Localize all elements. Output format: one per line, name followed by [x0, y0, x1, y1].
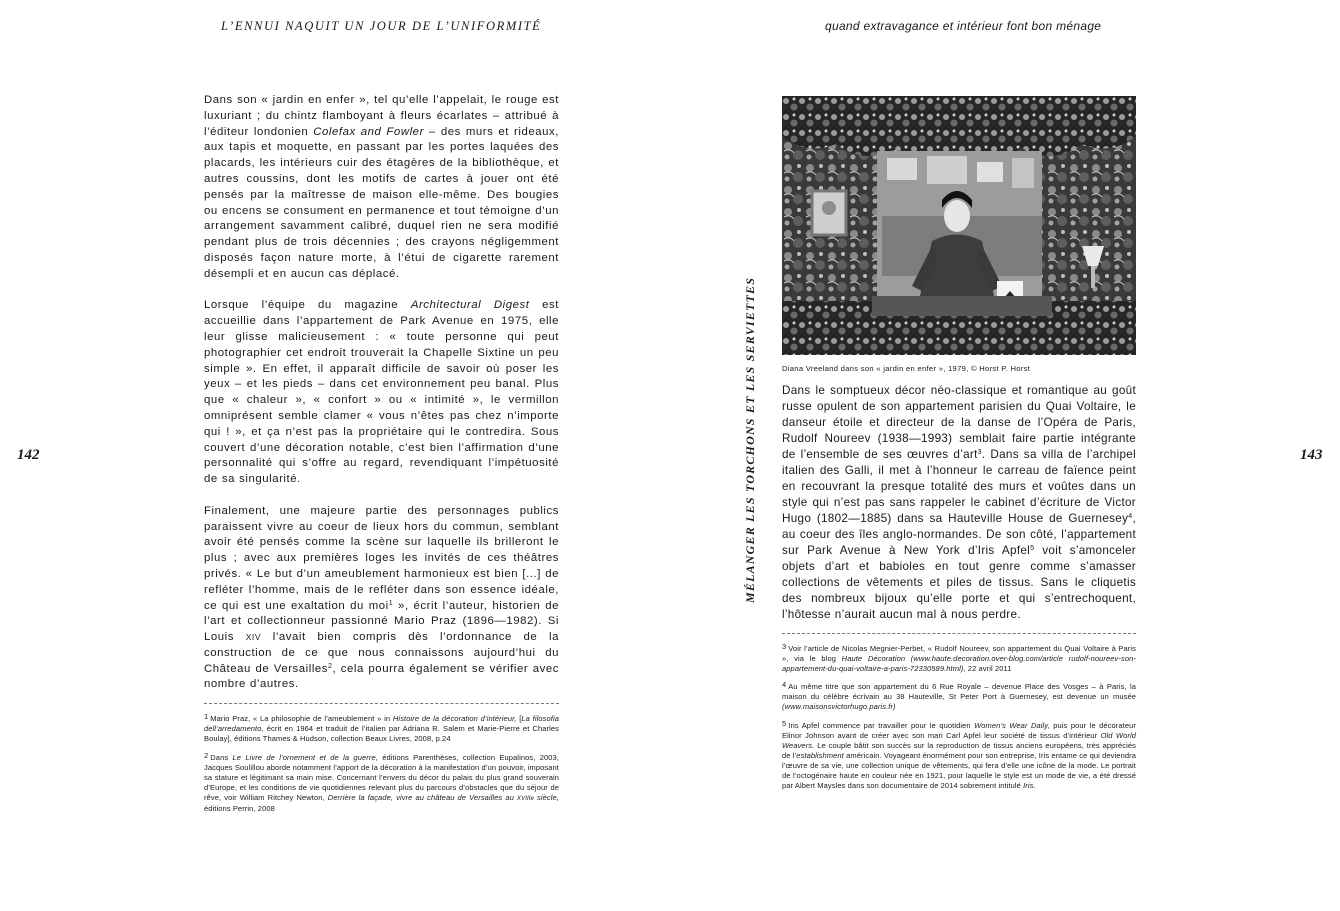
- right-paragraph-1: Dans le somptueux décor néo-classique et romantique au goût russe opulent de son appartement parisien du Quai Voltaire, le danseur étoile et directeur de la danse de l’Opéra de Paris, Rudolf Noureev (1938—1993) semblait faire partie intégrante de l’ensemble de ses œuvres d’art$^3$. Dans sa villa de l’archipel italien des Galli, il met à l’honneur le carreau de faïence peint en recouvrant la presque totalité des murs et voûtes dans un style qui n’est pas sans rappeler le cabinet d’écriture de Victor Hugo (1802—1885) dans sa Hauteville House de Guernesey$^4$, au coeur des îles anglo-normandes. De son côté, l’appartement sur Park Avenue à New York d’Iris Apfel$^5$ voit s’amonceler objets d’art et babioles en tout genre comme s’amasser collections de vêtements et piles de tissus. Sans le cliquetis des nombreux bijoux qu’elle porte et qui s’entrechoquent, l’hôtesse n’aurait aucun mal à nous perdre.: [782, 384, 1136, 621]
- chapter-side-title: MÉLANGER LES TORCHONS ET LES SERVIETTES: [743, 276, 757, 603]
- footnote-3: 3 Voir l’article de Nicolas Megnier-Perbet, « Rudolf Noureev, son appartement du Quai Voltaire à Paris », via le blog Haute Décoration (www.haute.decoration.over-blog.com/article rudolf-noureev-son-appartement-du-quai-voltaire-a-paris-72330589.html), 22 avril 2011: [782, 642, 1136, 674]
- left-page-column: [204, 93, 559, 814]
- running-head-left: L’ENNUI NAQUIT UN JOUR DE L’UNIFORMITÉ: [221, 19, 542, 33]
- footnote-1: 1 Mario Praz, « La philosophie de l’ameublement » in Histoire de la décoration d’intérieur, [La filosofia dell’arredamento, écrit en 1964 et traduit de l’italien par Adriana R. Salem et Marie-Pierre et Charles Boulay], éditions Thames & Hudson, collection Beaux Livres, 2008, p.24: [204, 712, 559, 744]
- left-paragraph-2: Lorsque l’équipe du magazine Architectural Digest est accueillie dans l’appartement de Park Avenue en 1975, elle leur glisse malicieusement : « toute personne qui peut photographier cet endroit trouverait la Chapelle Sixtine un peu simple ». En effet, il apparaît difficile de savoir où poser les yeux – et les pieds – dans cet environnement peu banal. Plus que « chaleur », « confort » ou « intimité », le vermillon omniprésent semble clamer « vous n’êtes pas chez n’importe qui ! », et ça n’est pas la propriétaire qui le contredira. Sous couvert d’une décoration notable, c’est bien l’affirmation d’une personnalité qui s’offre au regard, revendiquant l’impétuosité de sa singularité.: [204, 299, 559, 486]
- footnote-2: 2 Dans Le Livre de l’ornement et de la guerre, éditions Parenthèses, collection Eupalinos, 2003, Jacques Soulillou aborde notamment l’apport de la décoration à la manifestation d’un pouvoir, imposant sa stature et légitimant sa main mise. Concernant l’envers du décor du palais du plus grand souverain d’Europe, et les conditions de vie quotidiennes relevant plus du parcours d’obstacles que du séjour de rêve, voir William Ritchey Newton, Derrière la façade, vivre au château de Versailles au XVIIIe siècle, éditions Perrin, 2008: [204, 750, 559, 814]
- photo-illustration: [782, 96, 1136, 355]
- left-paragraph-3: Finalement, une majeure partie des personnages publics paraissent vivre au coeur de lieux hors du commun, semblant avoir été pensés comme la scène sur laquelle ils brilleront le plus ; avec aux premières loges les invités de ces théâtres privés. « Le but d’un ameublement harmonieux est bien [...] de refléter l’homme, mais de le refléter dans son essence idéale, ce qui est une exaltation du moi$^1$ », écrit l’auteur, historien de l’art et collectionneur passionné Mario Praz (1896—1982). Si Louis XIV l’avait bien compris dès l’ordonnance de la construction de ce que nous connaissons aujourd’hui du Château de Versailles$^2$, cela pourra également se vérifier avec nombre d’autres.: [204, 504, 560, 691]
- footnote-5: 5 Iris Apfel commence par travailler pour le quotidien Women’s Wear Daily, puis pour le décorateur Elinor Johnson avant de créer avec son mari Carl Apfel leur société de tissus d’intérieur Old World Weavers. Le couple bâtit son succès sur la reproduction de tissus anciens européens, très appréciés de l’establishment américain. Voyageant énormément pour son entreprise, Iris entame ce qui deviendra l’œuvre de sa vie, une collection unique de vêtements, qui fera d’elle une icône de la mode. Le portrait de l’octogénaire haute en couleur née en 1921, pour laquelle le style est un mode de vie, a été dressé par Albert Maysles dans son documentaire de 2014 sobrement intitulé Iris.: [782, 718, 1137, 791]
- page-number-left: 142: [17, 447, 40, 463]
- photo-caption: Diana Vreeland dans son « jardin en enfer », 1979, © Horst P. Horst: [782, 364, 1031, 373]
- running-head-right: quand extravagance et intérieur font bon ménage: [825, 19, 1102, 33]
- left-paragraph-1: Dans son « jardin en enfer », tel qu’elle l’appelait, le rouge est luxuriant ; du chintz flamboyant à fleurs écarlates – attribué à l’éditeur londonien Colefax and Fowler – des murs et rideaux, aux tapis et moquette, en passant par les portes laquées des placards, les intérieurs cuir des étagères de la bibliothèque, et autres coussins, dont les motifs de cartes à jouer ont été pensés par la maîtresse de maison elle-même. Des bougies ou encens se consument en permanence et tout témoigne d’un arrangement savamment calibré, duquel rien ne sera modifié pendant plus de trois décennies ; des crayons négligemment disposés façon nature morte, à l’étui de cigarette rarement désempli et en aucun cas déplacé.: [204, 94, 559, 280]
- footnote-divider-right: [782, 633, 1136, 634]
- footnote-4: 4 Au même titre que son appartement du 6 Rue Royale – devenue Place des Vosges – à Paris, la maison du célèbre écrivain au 38 Hauteville, St Peter Port à Guernesey, est devenue un musée (www.maisonsvictorhugo.paris.fr): [782, 680, 1136, 712]
- page-number-right: 143: [1300, 447, 1323, 463]
- right-page-column: [782, 96, 1136, 791]
- footnote-divider-left: [204, 703, 559, 704]
- photo-diana-vreeland: [782, 96, 1136, 355]
